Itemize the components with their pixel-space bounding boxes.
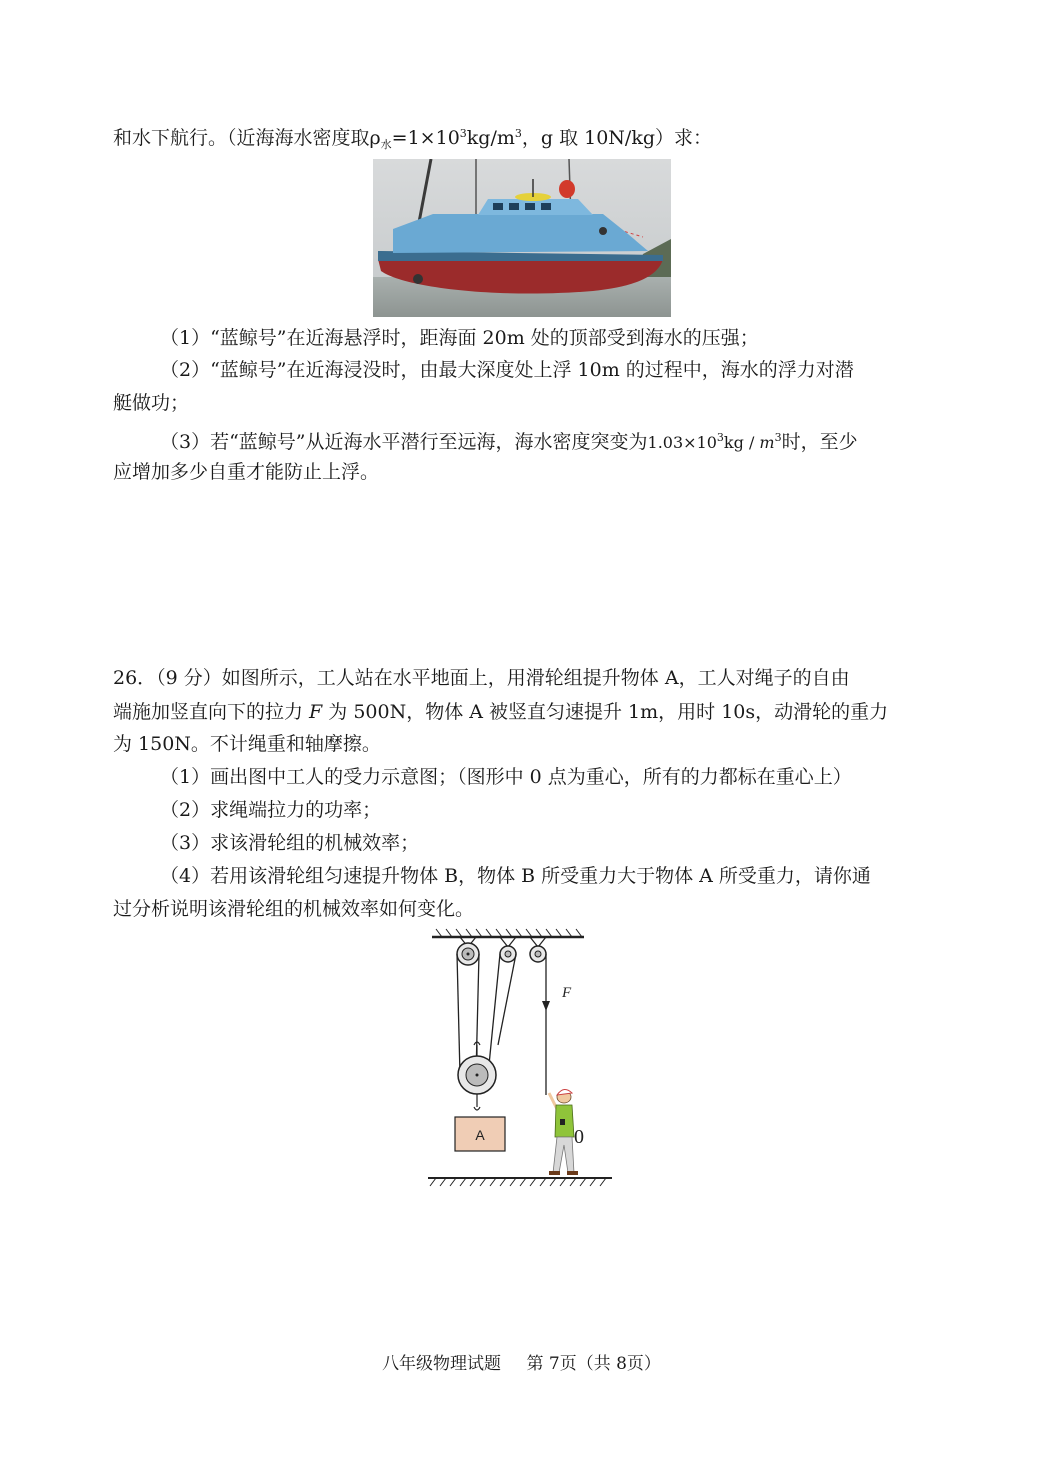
- q25-part1: （1）“蓝鲸号”在近海悬浮时，距海面 20m 处的顶部受到海水的压强；: [160, 327, 759, 349]
- fixed-pulley-middle: [500, 946, 516, 962]
- ground: [428, 1178, 612, 1186]
- q26-part4-line1: （4）若用该滑轮组匀速提升物体 B，物体 B 所受重力大于物体 A 所受重力，请你通: [160, 865, 871, 887]
- q25-part2-line1: （2）“蓝鲸号”在近海浸没时，由最大深度处上浮 10m 的过程中，海水的浮力对潜: [160, 359, 854, 381]
- footer-page-number: 第 7页（共 8页）: [526, 1354, 661, 1374]
- fixed-pulley-left: [457, 943, 479, 965]
- q25-part3-line1: （3）若“蓝鲸号”从近海水平潜行至远海，海水密度突变为$1.03\times 10^3kg / m^3$时，至少: [160, 431, 858, 453]
- force-arrow: [542, 1001, 550, 1011]
- boat-photo: [373, 159, 671, 317]
- force-label: F: [562, 985, 572, 1001]
- page-footer: [0, 1352, 1043, 1376]
- q26-part4-line2: 过分析说明该滑轮组的机械效率如何变化。: [113, 898, 475, 920]
- q25-part2-line2: 艇做功；: [113, 392, 190, 414]
- intro-line: 和水下航行。（近海海水密度取$\rho_水=1\times 10^3kg/m^3$，g 取 10N/kg）求：: [113, 127, 712, 151]
- q25-part3-line2: 应增加多少自重才能防止上浮。: [113, 461, 380, 483]
- q26-stem-line2: 端施加竖直向下的拉力 F 为 500N，物体 A 被竖直匀速提升 1m，用时 10s，动滑轮的重力: [113, 701, 889, 723]
- block-a-label: A: [475, 1127, 485, 1143]
- pulley-system-diagram: [424, 925, 624, 1190]
- footer-title: 八年级物理试题: [382, 1354, 502, 1374]
- q26-stem-line1: 26．（9 分）如图所示，工人站在水平地面上，用滑轮组提升物体 A，工人对绳子的自由: [113, 667, 850, 689]
- q26-part2: （2）求绳端拉力的功率；: [160, 799, 382, 821]
- q26-part1: （1）画出图中工人的受力示意图；（图形中 0 点为重心，所有的力都标在重心上）: [160, 766, 852, 788]
- fixed-pulley-right: [530, 946, 546, 962]
- q26-part3: （3）求该滑轮组的机械效率；: [160, 832, 420, 854]
- ceiling: [432, 929, 584, 937]
- q26-stem-line3: 为 150N。不计绳重和轴摩擦。: [113, 733, 381, 755]
- center-of-gravity-label: 0: [574, 1126, 584, 1148]
